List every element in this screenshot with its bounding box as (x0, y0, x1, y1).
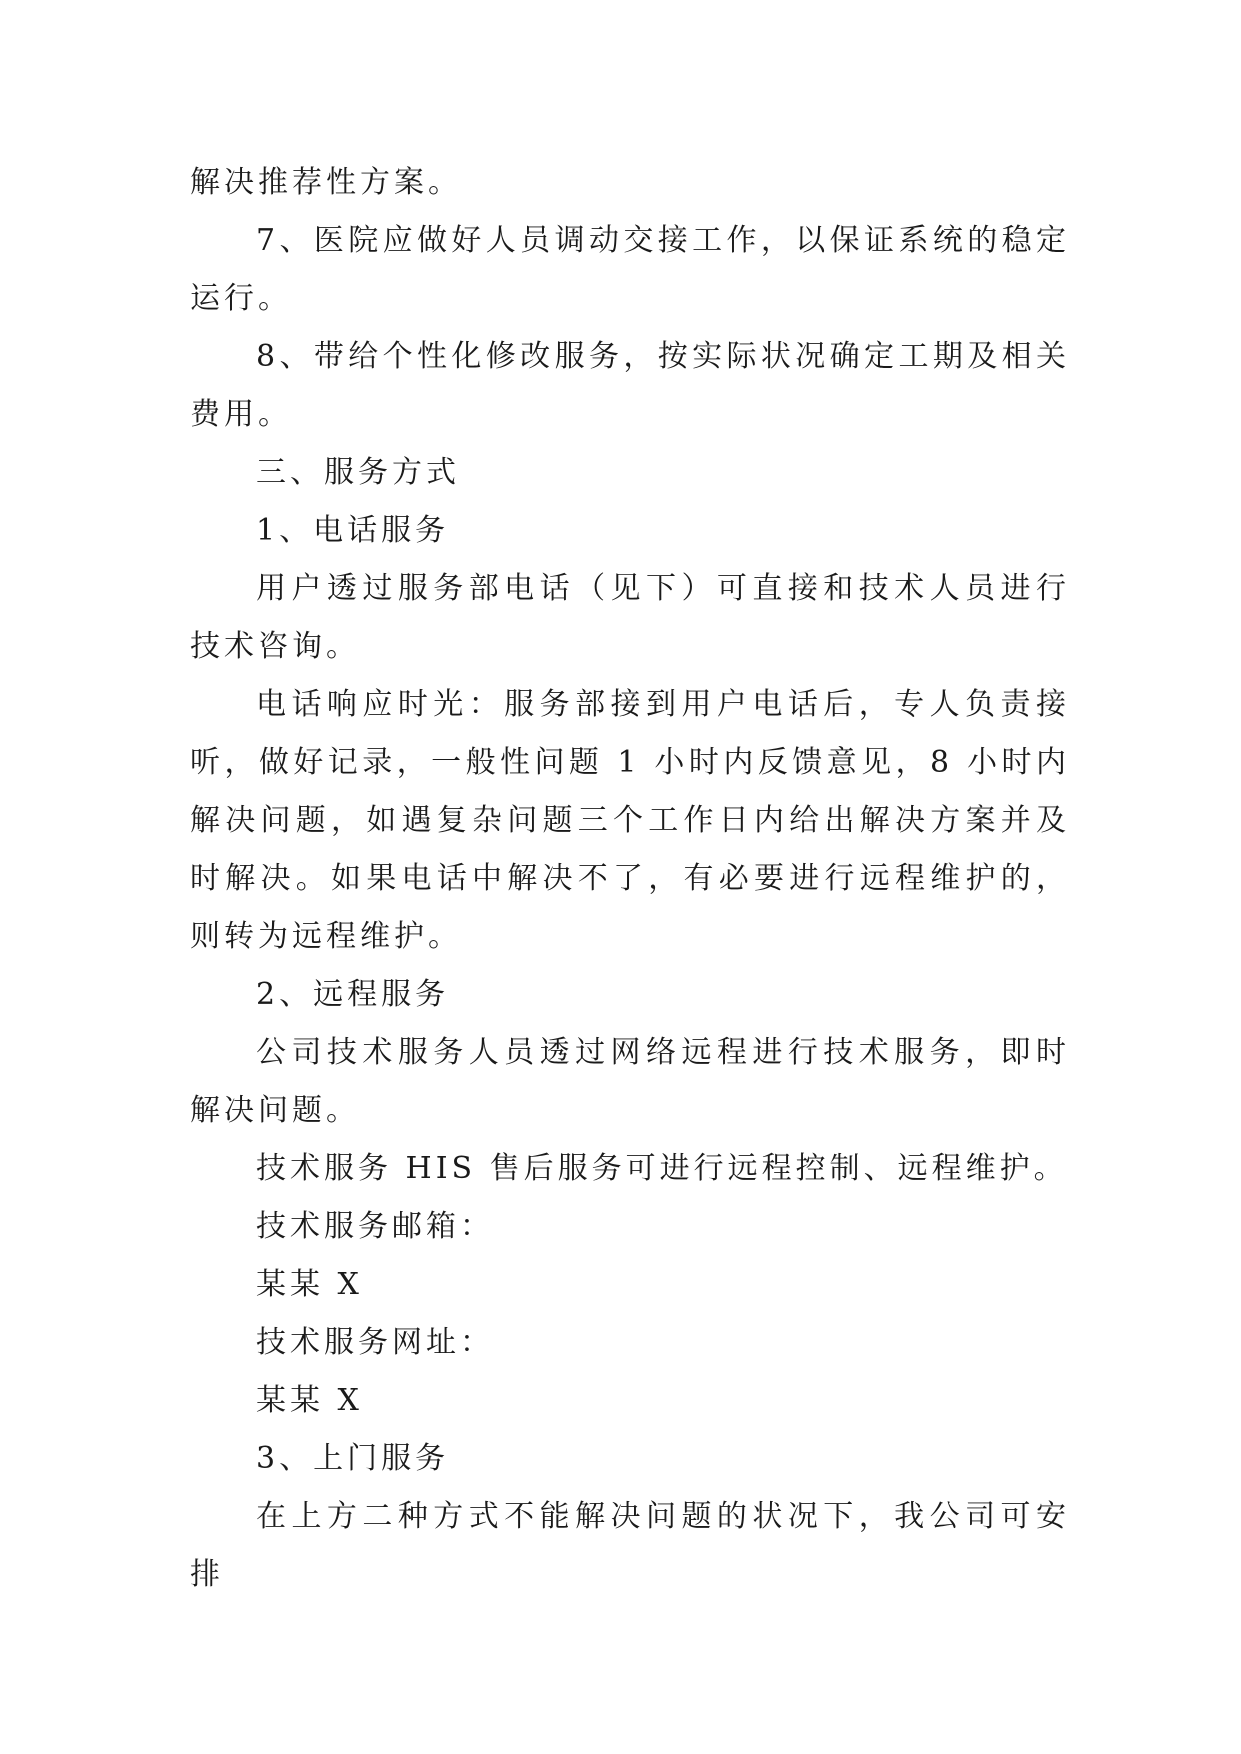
subsection-heading: 3、上门服务 (256, 1441, 450, 1476)
paragraph: 8、带给个性化修改服务，按实际状况确定工期及相关费用。 (190, 339, 1070, 432)
paragraph: 技术服务 HIS 售后服务可进行远程控制、远程维护。 (256, 1151, 1068, 1186)
website-label: 技术服务网址： (256, 1325, 494, 1360)
subsection-heading: 2、远程服务 (256, 977, 450, 1012)
paragraph: 7、医院应做好人员调动交接工作，以保证系统的稳定运行。 (190, 223, 1070, 316)
paragraph: 公司技术服务人员透过网络远程进行技术服务，即时解决问题。 (190, 1035, 1070, 1128)
paragraph: 电话响应时光：服务部接到用户电话后，专人负责接听，做好记录，一般性问题 1 小时内反馈意见，8 小时内解决问题，如遇复杂问题三个工作日内给出解决方案并及时解决。如果电话中解决不了，有必要进行远程维护的，则转为远程维护。 (190, 687, 1070, 954)
paragraph: 在上方二种方式不能解决问题的状况下，我公司可安排 (190, 1499, 1070, 1592)
website-value: 某某 X (256, 1383, 363, 1418)
subsection-heading: 1、电话服务 (256, 513, 450, 548)
paragraph: 用户透过服务部电话（见下）可直接和技术人员进行技术咨询。 (190, 571, 1070, 664)
paragraph: 解决推荐性方案。 (190, 165, 462, 200)
email-label: 技术服务邮箱： (256, 1209, 494, 1244)
document-body (190, 154, 1070, 1604)
email-value: 某某 X (256, 1267, 363, 1302)
section-heading: 三、服务方式 (256, 455, 460, 490)
